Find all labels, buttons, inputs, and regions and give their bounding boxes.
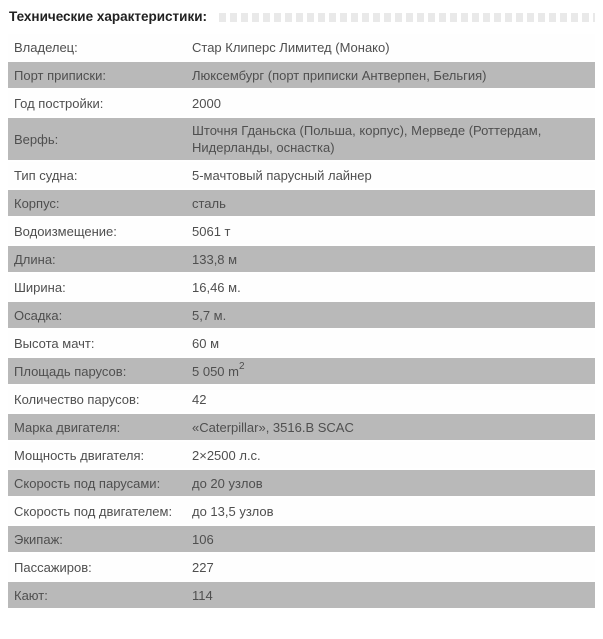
row-label: Пассажиров: <box>14 559 92 575</box>
row-label: Количество парусов: <box>14 391 140 407</box>
row-label: Длина: <box>14 251 56 267</box>
row-value: 16,46 м. <box>192 279 241 295</box>
table-row <box>8 358 595 384</box>
table-row <box>8 414 595 440</box>
table-row <box>8 246 595 272</box>
row-label: Скорость под двигателем: <box>14 503 173 519</box>
row-label: Экипаж: <box>14 531 63 547</box>
row-label: Мощность двигателя: <box>14 447 145 463</box>
table-row <box>8 118 595 160</box>
row-label: Скорость под парусами: <box>14 475 161 491</box>
table-row <box>8 302 595 328</box>
table-row <box>8 62 595 88</box>
table-row <box>8 526 595 552</box>
row-value: 5061 т <box>192 223 231 239</box>
page-title: Технические характеристики: <box>9 8 208 24</box>
row-label: Порт приписки: <box>14 67 106 83</box>
row-label: Высота мачт: <box>14 335 95 351</box>
table-row <box>8 582 595 608</box>
page-header <box>9 7 595 25</box>
row-value: 2×2500 л.с. <box>192 447 261 463</box>
row-value: до 20 узлов <box>192 475 263 491</box>
row-value: 5-мачтовый парусный лайнер <box>192 167 372 183</box>
row-value: 2000 <box>192 95 221 111</box>
row-value: 227 <box>192 559 214 575</box>
dotted-pattern <box>219 13 595 22</box>
value-superscript: 2 <box>238 361 245 373</box>
row-label: Площадь парусов: <box>14 363 127 379</box>
row-label: Ширина: <box>14 279 66 295</box>
row-value: «Caterpillar», 3516.B SCAC <box>192 419 354 435</box>
table-row <box>8 330 595 356</box>
row-value: 5 050 $m^2$ <box>192 361 245 379</box>
table-row <box>8 218 595 244</box>
row-label: Марка двигателя: <box>14 419 121 435</box>
table-row <box>8 274 595 300</box>
row-label: Тип судна: <box>14 167 78 183</box>
table-row <box>8 34 595 60</box>
table-row <box>8 162 595 188</box>
row-label: Год постройки: <box>14 95 104 111</box>
row-value: 60 м <box>192 335 220 351</box>
row-value: Шточня Гданьска (Польша, корпус), Мерведе (Роттердам, Нидерланды, оснастка) <box>192 123 542 155</box>
row-value: 5,7 м. <box>192 307 227 323</box>
table-row <box>8 190 595 216</box>
table-row <box>8 442 595 468</box>
table-row <box>8 470 595 496</box>
row-value: 114 <box>192 587 213 603</box>
row-value: Стар Клиперс Лимитед (Монако) <box>192 39 390 55</box>
row-label: Владелец: <box>14 39 78 55</box>
row-value: до 13,5 узлов <box>192 503 274 519</box>
row-value: сталь <box>192 195 226 211</box>
row-value: Люксембург (порт приписки Антверпен, Бельгия) <box>192 67 487 83</box>
row-label: Осадка: <box>14 307 63 323</box>
table-row <box>8 90 595 116</box>
row-label: Кают: <box>14 587 48 603</box>
table-row <box>8 386 595 412</box>
row-value: 133,8 м <box>192 251 238 267</box>
row-value: 106 <box>192 531 214 547</box>
table-row <box>8 554 595 580</box>
row-label: Водоизмещение: <box>14 223 117 239</box>
row-value: 42 <box>192 391 207 407</box>
row-label: Корпус: <box>14 195 60 211</box>
specs-table <box>8 34 595 608</box>
table-row <box>8 498 595 524</box>
row-label: Верфь: <box>14 131 59 147</box>
